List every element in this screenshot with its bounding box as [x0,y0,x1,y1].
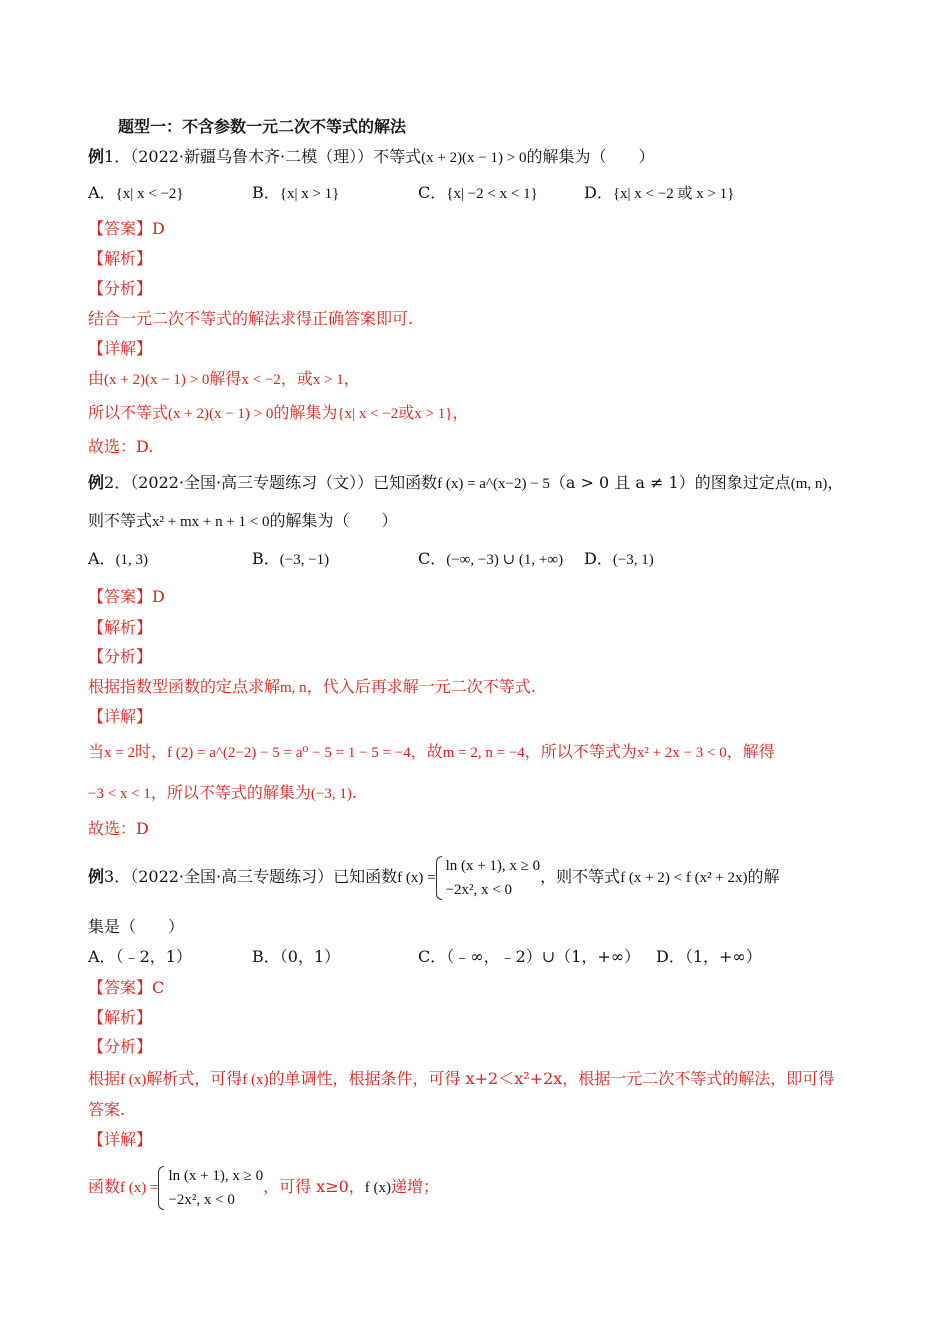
option-c [418,548,563,571]
text: 当 [88,742,105,761]
question-source: （2022·全国·高三专题练习）已知函数 [130,867,398,886]
inequality: (x + 2)(x − 1) > 0 [104,372,210,388]
breakdown-line-1 [88,1068,834,1091]
example-2-question [88,472,843,495]
option-text: {x| −2 < x < 1} [446,186,538,202]
math: x > 1 [312,372,344,388]
math: m = 2, n = −4 [442,745,525,761]
text: 递增； [391,1177,440,1196]
option-b [252,182,339,205]
option-d [584,182,734,205]
example-2-line-2 [88,510,398,533]
piece-bottom: −2x², x < 0 [168,1191,235,1208]
text: 解析式，可得 [146,1069,243,1088]
math: {x| x < −2 [337,406,399,422]
conclusion: 故选：D. [88,437,154,456]
text: ，代入后再求解一元二次不等式. [306,677,536,696]
math: m, n [280,680,307,696]
option-a [88,182,184,205]
option-text: （﹣2，1） [115,947,192,966]
detail-label: 【详解】 [88,707,153,726]
option-letter: A． [88,549,116,568]
question-source: （2022·新疆乌鲁木齐·二模（理））不等式 [130,147,422,166]
text: ， [452,403,469,422]
breakdown-text [88,676,536,699]
math: x² + 2x − 3 < 0 [636,745,727,761]
text: ， [343,369,360,388]
text: 所以不等式 [88,403,169,422]
option-letter: D． [584,183,613,202]
option-letter: B． [252,549,280,568]
breakdown-line-2: 答案. [88,1100,126,1119]
option-text: （﹣∞，﹣2）∪（1，+∞） [446,947,641,966]
example-number: 3． [104,867,131,886]
text: ，所以不等式为 [524,742,637,761]
piece-bottom: −2x², x < 0 [445,881,512,898]
answer-label: 【答案】 [88,978,153,997]
function-lhs: f (x) = [397,870,436,886]
option-letter: C． [418,549,447,568]
answer-label: 【答案】 [88,587,153,606]
text: 时， [134,742,167,761]
text: 解得 [209,369,242,388]
text: 则不等式 [88,511,153,530]
text: ，则不等式 [540,867,621,886]
text: ，所以不等式的解集为 [150,783,311,802]
text: 或 [398,403,415,422]
option-letter: D． [656,947,685,966]
answer-line [88,586,165,608]
option-d [584,548,654,571]
example-label: 例 [88,473,105,492]
question-suffix: 的解集为（ ） [526,147,655,166]
math: x < −2 [241,372,281,388]
conclusion: 故选：D [88,819,149,838]
example-3-line-2: 集是（ ） [88,917,185,936]
text: 的单调性，根据条件，可得 x+2＜x²+2x，根据一元二次不等式的解法，即可得 [268,1069,835,1088]
option-text: (1, 3) [115,552,149,568]
analysis-label: 【解析】 [88,1008,153,1027]
detail-line-1 [88,1158,439,1217]
point: (m, n) [790,476,828,492]
function-lhs: f (x) = [120,1180,159,1196]
option-letter: C． [418,947,447,966]
option-letter: D． [584,549,613,568]
inequality: (x + 2)(x − 1) > 0 [168,406,274,422]
option-letter: B． [252,947,280,966]
inequality: f (x + 2) < f (x² + 2x) [620,870,748,886]
option-b [252,946,340,968]
answer-line [88,218,165,240]
option-b [252,548,329,571]
text: ，或 [280,369,313,388]
analysis-label: 【解析】 [88,618,153,637]
text: . [351,783,357,802]
option-letter: B． [252,183,280,202]
math: f (x) [120,1072,147,1088]
detail-line-1 [88,368,360,391]
math: f (2) = a^(2−2) − 5 = a⁰ − 5 = 1 − 5 = −4 [167,745,411,761]
example-1-question [88,146,654,169]
breakdown-label: 【分析】 [88,1037,153,1056]
option-text: (−∞, −3) ∪ (1, +∞) [446,552,564,568]
function: f (x) = a^(x−2) − 5 [437,476,550,492]
option-text: （1，+∞） [684,947,762,966]
math: (−3, 1) [310,786,352,802]
option-text: (−3, −1) [279,552,330,568]
answer-value: D [152,587,165,606]
example-number: 2． [104,473,131,492]
text: 的解集为（ ） [269,511,398,530]
option-c [418,182,538,205]
option-a [88,548,148,571]
math: −3 < x < 1 [88,786,151,802]
option-text: {x| x < −2 或 x > 1} [612,186,735,202]
detail-line-1 [88,741,775,764]
text: ，故 [410,742,443,761]
math: f (x) [242,1072,269,1088]
answer-value: D [152,219,165,238]
section-title: 题型一：不含参数一元二次不等式的解法 [118,117,407,136]
option-letter: A． [88,947,116,966]
example-3-question [88,848,780,907]
detail-label: 【详解】 [88,1130,153,1149]
detail-label: 【详解】 [88,339,153,358]
text: ，解得 [726,742,775,761]
math: f (x) [364,1180,392,1196]
analysis-label: 【解析】 [88,249,153,268]
condition: （a > 0 且 a ≠ 1）的图象过定点 [549,473,791,492]
piecewise-function [158,1164,263,1212]
text: 根据 [88,1069,121,1088]
text: 根据指数型函数的定点求解 [88,677,281,696]
text: 由 [88,369,105,388]
inequality: (x + 2)(x − 1) > 0 [421,150,527,166]
option-text: (−3, 1) [612,552,654,568]
option-text: （0，1） [279,947,341,966]
breakdown-label: 【分析】 [88,647,153,666]
option-text: {x| x > 1} [279,186,340,202]
answer-label: 【答案】 [88,219,153,238]
detail-line-2 [88,782,357,805]
option-c [418,946,640,968]
example-number: 1． [104,147,131,166]
text: 的解 [747,867,780,886]
detail-line-2 [88,402,468,425]
answer-line [88,977,164,999]
breakdown-label: 【分析】 [88,279,153,298]
inequality: x² + mx + n + 1 < 0 [152,514,270,530]
option-letter: A． [88,183,116,202]
example-label: 例 [88,147,105,166]
option-a [88,946,192,968]
option-d [656,946,762,968]
example-label: 例 [88,867,105,886]
option-text: {x| x < −2} [115,186,184,202]
breakdown-text: 结合一元二次不等式的解法求得正确答案即可. [88,309,414,328]
piece-top: ln (x + 1), x ≥ 0 [445,857,541,874]
math: x = 2 [104,745,135,761]
text: ， [827,473,844,492]
text: 函数 [88,1177,121,1196]
answer-value: C [152,978,165,997]
piece-top: ln (x + 1), x ≥ 0 [168,1167,264,1184]
math: x > 1} [414,406,453,422]
text: 的解集为 [273,403,338,422]
option-letter: C． [418,183,447,202]
piecewise-function [436,854,541,902]
question-source: （2022·全国·高三专题练习（文））已知函数 [130,473,438,492]
text: ，可得 x≥0， [263,1177,365,1196]
